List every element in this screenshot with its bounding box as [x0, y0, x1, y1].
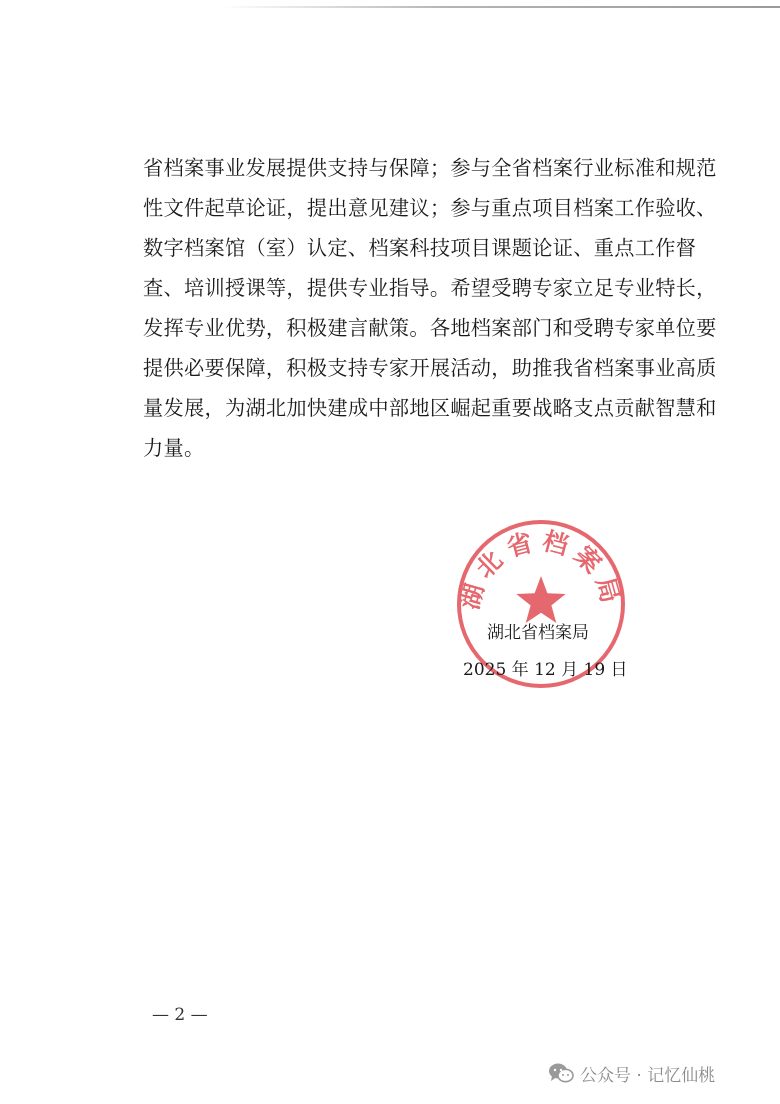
body-text: [143, 148, 717, 468]
star-icon: [516, 576, 565, 623]
watermark-text: 公众号 · 记忆仙桃: [580, 1065, 716, 1086]
svg-text:湖北省档案局: 湖北省档案局: [455, 526, 627, 613]
issuer-name: 湖北省档案局: [487, 623, 589, 643]
body-line: 查、培训授课等，提供专业指导。希望受聘专家立足专业特长，: [143, 276, 717, 300]
watermark: [548, 1058, 715, 1088]
scan-edge-line: [220, 6, 780, 8]
body-line: 力量。: [143, 436, 205, 460]
body-line: 省档案事业发展提供支持与保障；参与全省档案行业标准和规范: [143, 156, 717, 180]
body-line: 量发展，为湖北加快建成中部地区崛起重要战略支点贡献智慧和: [143, 396, 717, 420]
wechat-icon: [548, 1062, 574, 1084]
issue-date: 2025 年 12 月 19 日: [463, 660, 628, 680]
body-line: 发挥专业优势，积极建言献策。各地档案部门和受聘专家单位要: [143, 316, 717, 340]
body-line: 性文件起草论证，提出意见建议；参与重点项目档案工作验收、: [143, 196, 717, 220]
body-line: 提供必要保障，积极支持专家开展活动，助推我省档案事业高质: [143, 356, 717, 380]
page-number: — 2 —: [152, 1005, 208, 1025]
body-line: 数字档案馆（室）认定、档案科技项目课题论证、重点工作督: [143, 236, 697, 260]
